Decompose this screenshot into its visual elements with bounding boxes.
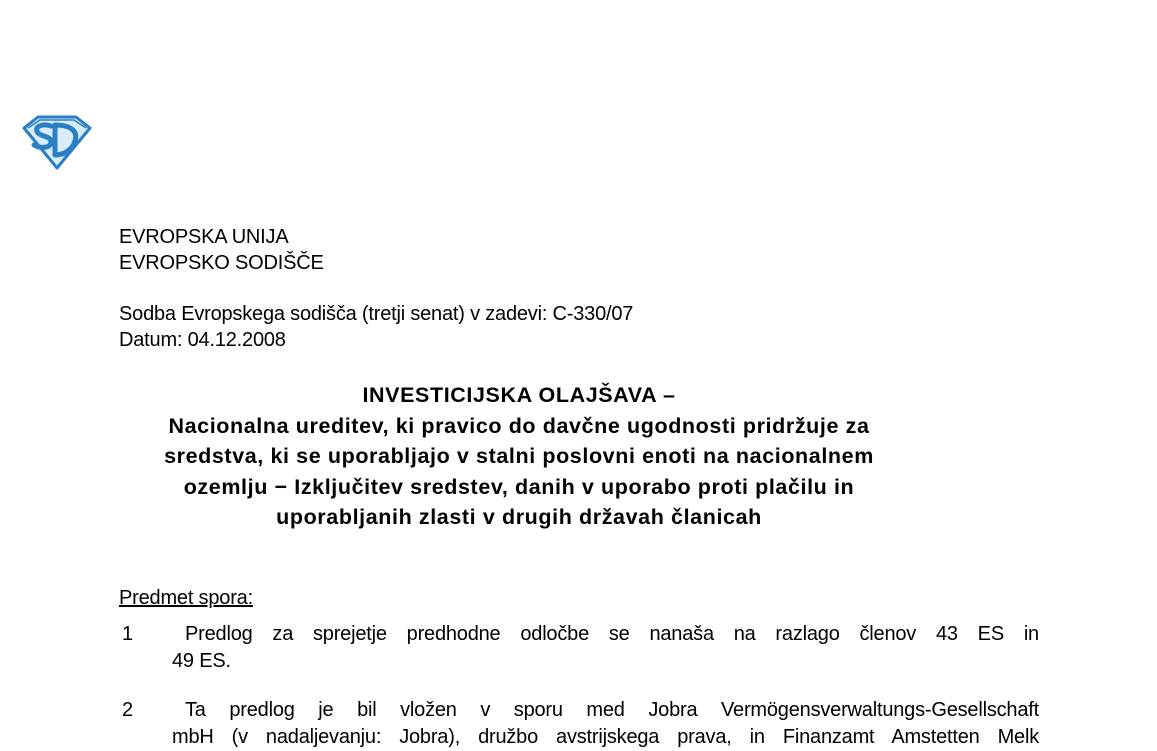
- paragraph-text: Ta predlog je bil vložen v sporu med Jobra Vermögensverwaltungs-Gesellschaft: [185, 699, 1039, 721]
- title-line: INVESTICIJSKA OLAJŠAVA –: [362, 383, 676, 407]
- paragraph-text: mbH (v nadaljevanju: Jobra), družbo avstrijskega prava, in Finanzamt Amstetten Melk: [172, 726, 1039, 748]
- case-date: Datum: 04.12.2008: [119, 329, 286, 351]
- paragraph: [119, 621, 1039, 675]
- title-line: ozemlju − Izključitev sredstev, danih v uporabo proti plačilu in: [183, 474, 855, 499]
- title-line: uporabljanih zlasti v drugih državah članicah: [276, 505, 762, 529]
- title-line: Nacionalna ureditev, ki pravico do davčne ugodnosti pridržuje za: [168, 413, 870, 438]
- court-label: EVROPSKO SODIŠČE: [119, 252, 324, 274]
- case-info: [119, 301, 633, 353]
- paragraph-number: 1: [122, 623, 134, 645]
- union-label: EVROPSKA UNIJA: [119, 226, 289, 248]
- paragraph-text: 49 ES.: [172, 650, 231, 672]
- case-reference: Sodba Evropskega sodišča (tretji senat) v zadevi: C-330/07: [119, 303, 634, 325]
- document-header: [119, 224, 324, 276]
- paragraph-text: Predlog za sprejetje predhodne odločbe se nanaša na razlago členov 43 ES in: [185, 623, 1039, 645]
- document-title: [119, 380, 919, 533]
- title-line: sredstva, ki se uporabljajo v stalni poslovni enoti na nacionalnem: [164, 444, 874, 468]
- section-heading: Predmet spora:: [119, 587, 253, 609]
- paragraph-number: 2: [122, 699, 134, 721]
- court-logo-icon: [20, 114, 94, 172]
